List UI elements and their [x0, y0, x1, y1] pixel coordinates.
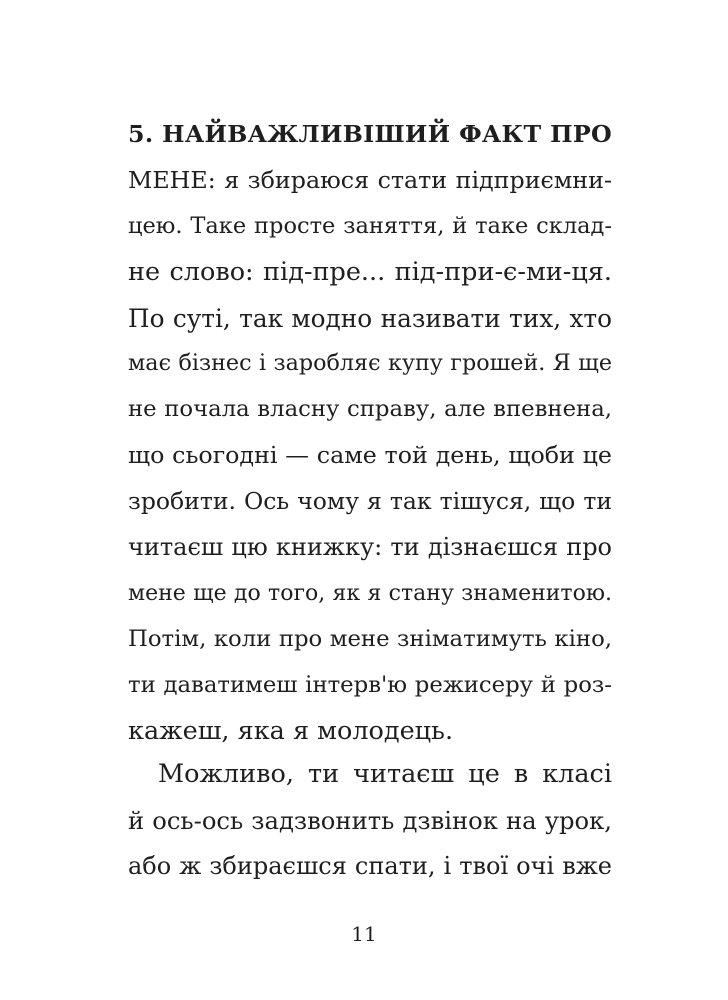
text-line: читаєш цю книжку: ти дізнаєшся про	[128, 533, 612, 562]
text-line: не почала власну справу, але впевнена,	[128, 396, 612, 423]
text-line: має бізнес і заробляє купу грошей. Я ще	[128, 350, 612, 377]
page-number: 11	[351, 922, 377, 946]
text-line: або ж збираєшся спати, і твої очі вже	[128, 851, 612, 880]
text-line: Можливо, ти читаєш це в класі	[158, 759, 612, 789]
text-line: що сьогодні — саме той день, щоби це	[128, 441, 612, 470]
text-line: й ось-ось задзвонить дзвінок на урок,	[128, 805, 612, 835]
text-line: цею. Таке просте заняття, й таке склад-	[128, 212, 612, 239]
paragraph-2	[128, 752, 612, 890]
text-line: кажеш, яка я молодець.	[128, 715, 454, 746]
text-line: Потім, коли про мене зніматимуть кіно,	[128, 625, 612, 652]
paragraph-1-heading: 5. НАЙВАЖЛИВІШИЙ ФАКТ ПРО	[128, 120, 612, 148]
text-line: не слово: під-пре... під-при-є-ми-ця.	[128, 256, 612, 287]
paragraph-1	[128, 112, 612, 754]
text-line: По суті, так модно називати тих, хто	[128, 303, 612, 333]
text-line: МЕНЕ: я збираюся стати підприємни-	[128, 165, 612, 194]
text-line: ти даватимеш інтерв'ю режисеру й роз-	[128, 671, 612, 698]
text-line: мене ще до того, як я стану знаменитою.	[128, 580, 612, 606]
text-line: зробити. Ось чому я так тішуся, що ти	[128, 487, 612, 516]
